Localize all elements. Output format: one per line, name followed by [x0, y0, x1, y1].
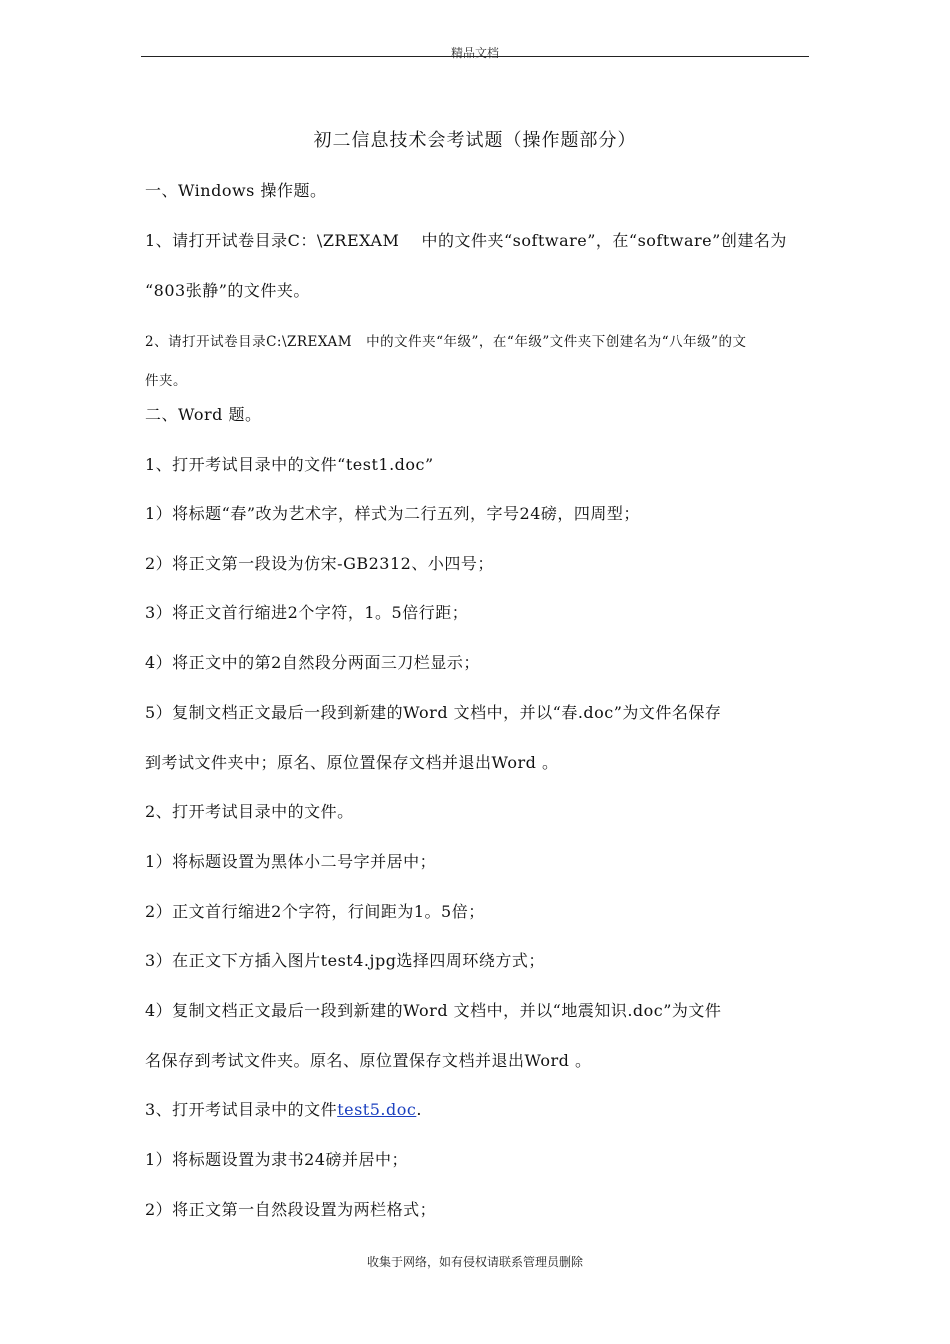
paragraph-line: 2、打开考试目录中的文件。	[145, 802, 354, 821]
paragraph-line: 到考试文件夹中；原名、原位置保存文档并退出Word 。	[145, 753, 559, 772]
page-header: 精品文档	[450, 46, 499, 60]
paragraph-line: 2）将正文第一自然段设置为两栏格式；	[145, 1200, 437, 1219]
line-text: 3、打开考试目录中的文件	[145, 1100, 338, 1119]
paragraph-line: 3）在正文下方插入图片test4.jpg选择四周环绕方式；	[145, 951, 545, 970]
paragraph-line: 件夹。	[145, 373, 187, 389]
section-heading: 二、Word 题。	[145, 405, 262, 424]
paragraph-line: 5）复制文档正文最后一段到新建的Word 文档中，并以“春.doc”为文件名保存	[145, 703, 722, 722]
paragraph-line: 2、请打开试卷目录C:\ZREXAM 中的文件夹“年级”，在“年级”文件夹下创建名为“八年级”的文	[145, 334, 747, 350]
paragraph-line: 2）将正文第一段设为仿宋-GB2312、小四号；	[145, 554, 494, 573]
paragraph-line: 4）将正文中的第2自然段分两面三刀栏显示；	[145, 653, 480, 672]
document-title: 初二信息技术会考试题（操作题部分）	[313, 130, 637, 151]
paragraph-line	[145, 1097, 422, 1120]
section-heading: 一、Windows 操作题。	[145, 181, 327, 200]
paragraph-line: 1）将标题设置为隶书24磅并居中；	[145, 1150, 409, 1169]
paragraph-line: 1、请打开试卷目录C：\ZREXAM 中的文件夹“software”，在“software”创建名为	[145, 231, 787, 250]
paragraph-line: 3）将正文首行缩进2个字符，1。5倍行距；	[145, 603, 469, 622]
paragraph-line: 名保存到考试文件夹。原名、原位置保存文档并退出Word 。	[145, 1051, 592, 1070]
paragraph-line: 2）正文首行缩进2个字符，行间距为1。5倍；	[145, 902, 485, 921]
paragraph-line: 1、打开考试目录中的文件“test1.doc”	[145, 455, 434, 474]
paragraph-line: “803张静”的文件夹。	[145, 281, 310, 300]
header-rule	[141, 56, 809, 57]
paragraph-line: 1）将标题“春”改为艺术字，样式为二行五列，字号24磅，四周型；	[145, 504, 640, 523]
paragraph-line: 1）将标题设置为黑体小二号字并居中；	[145, 852, 437, 871]
page-footer: 收集于网络，如有侵权请联系管理员删除	[366, 1255, 583, 1269]
file-link[interactable]: test5.doc	[337, 1100, 417, 1119]
paragraph-line: 4）复制文档正文最后一段到新建的Word 文档中，并以“地震知识.doc”为文件	[145, 1001, 722, 1020]
line-suffix: .	[416, 1100, 422, 1119]
